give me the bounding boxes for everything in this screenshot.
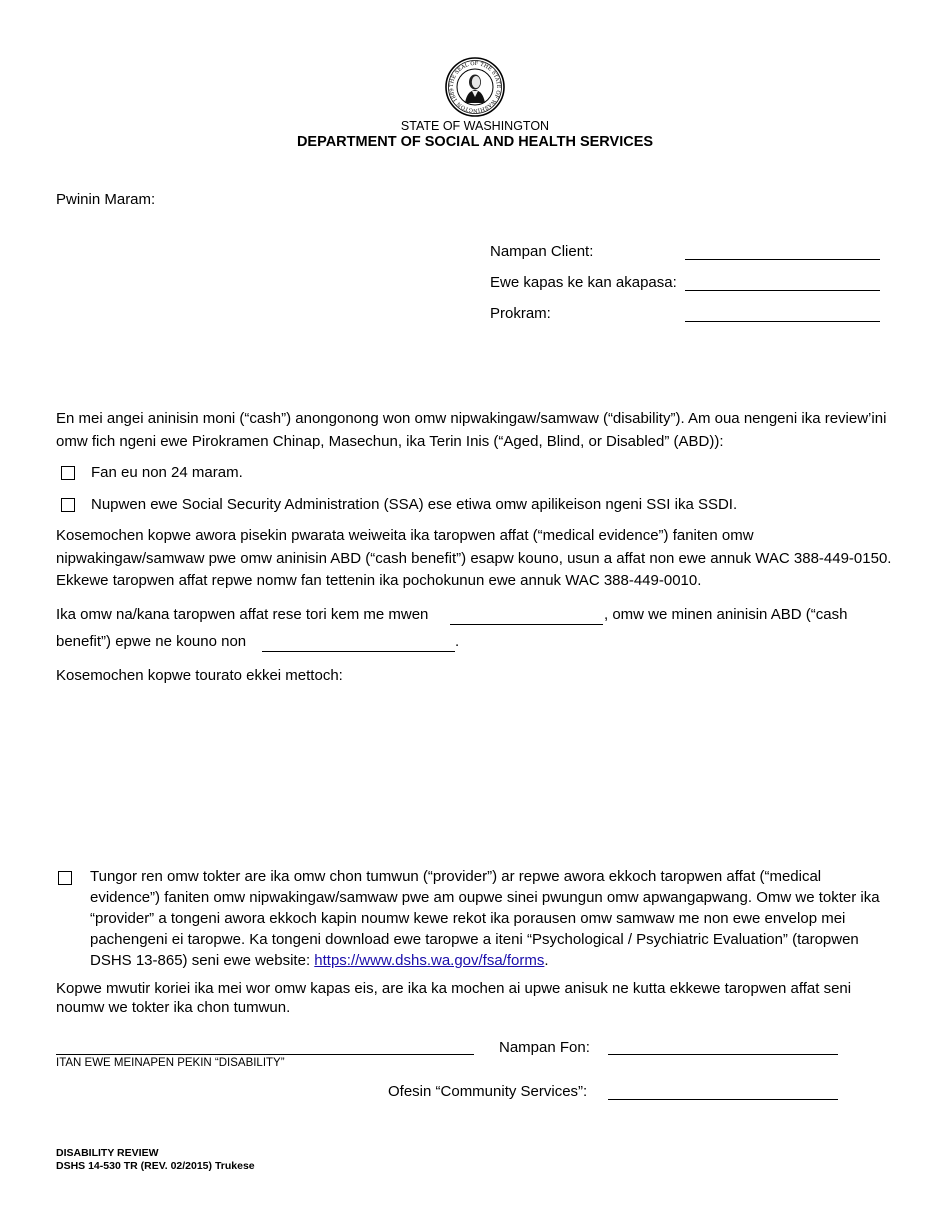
department-title: DEPARTMENT OF SOCIAL AND HEALTH SERVICES — [296, 134, 654, 150]
office-label: Ofesin “Community Services”: — [388, 1083, 588, 1100]
client-number-label: Nampan Client: — [490, 243, 594, 260]
deadline-text-3: benefit”) epwe ne kouno non — [56, 633, 247, 650]
state-seal-logo — [445, 57, 505, 117]
benefit-end-date-field[interactable] — [262, 636, 455, 652]
intro-paragraph: En mei angei aninisin moni (“cash”) anongonong won omw nipwakingaw/samwaw (“disability”). Am oua nengeni ika review’ini omw fich ngeni ewe Pirokramen Chinap, Masechun, ika Terin Inis (“Aged, Blind, or Disabled” (ABD)): — [56, 410, 887, 450]
program-label: Prokram: — [490, 305, 551, 322]
specialist-label: ITAN EWE MEINAPEN PEKIN “DISABILITY” — [56, 1057, 285, 1069]
specialist-signature-field[interactable] — [56, 1042, 474, 1055]
name-address-label: Ewe kapas ke kan akapasa: — [490, 274, 677, 291]
client-number-field[interactable] — [685, 244, 880, 260]
provider-request-paragraph: Tungor ren omw tokter are ika omw chon tumwun (“provider”) ar repwe awora ekkoch taropwen affat (“medical evidence”) faniten omw nipwakingaw/samwaw pwe am oupwe sinei pwungun omw apwangapwang. Omw we tokter ika “provider” a tongeni awora ekkoch kapin noumw kewe rekot ika porausen omw samwaw me non ewe envelop mei pachengeni ei taropwe. Ka tongeni download ewe taropwe a iteni “Psychological / Psychiatric Evaluation” (taropwen DSHS 13-865) seni ewe website: https://www.dshs.wa.gov/fsa/forms. — [90, 868, 880, 969]
deadline-date-field[interactable] — [450, 608, 603, 625]
instructions-label: Kosemochen kopwe tourato ekkei mettoch: — [56, 667, 343, 684]
contact-paragraph: Kopwe mwutir koriei ika mei wor omw kapas eis, are ika ka mochen ai upwe anisuk ne kutta ekkewe taropwen affat seni noumw we tokter ika chon tumwun. — [56, 980, 852, 1016]
checkbox-ssa-approval-label: Nupwen ewe Social Security Administration (SSA) ese etiwa omw apilikeison ngeni SSI ika SSDI. — [91, 496, 738, 513]
deadline-text-2: , omw we minen aninisin ABD (“cash — [604, 606, 848, 623]
deadline-text-4: . — [455, 633, 460, 650]
name-address-field[interactable] — [685, 276, 880, 291]
phone-label: Nampan Fon: — [499, 1039, 590, 1056]
checkbox-provider-request[interactable] — [58, 871, 72, 885]
phone-field[interactable] — [608, 1040, 838, 1055]
date-label: Pwinin Maram: — [56, 191, 156, 208]
checkbox-24-months[interactable] — [61, 466, 75, 480]
footer-form-title: DISABILITY REVIEW — [56, 1147, 159, 1159]
checkbox-24-months-label: Fan eu non 24 maram. — [91, 464, 243, 481]
state-line: STATE OF WASHINGTON — [400, 119, 550, 133]
forms-website-link[interactable]: https://www.dshs.wa.gov/fsa/forms — [314, 952, 545, 969]
deadline-text-1: Ika omw na/kana taropwen affat rese tori kem me mwen — [56, 606, 429, 623]
footer-form-number: DSHS 14-530 TR (REV. 02/2015) Trukese — [56, 1160, 255, 1172]
office-field[interactable] — [608, 1085, 838, 1100]
program-field[interactable] — [685, 307, 880, 322]
svg-text:THE SEAL OF THE STATE OF WASHI: THE SEAL OF THE STATE OF WASHINGTON 1889 — [448, 60, 502, 114]
evidence-paragraph: Kosemochen kopwe awora pisekin pwarata weiweita ika taropwen affat (“medical evidence”) faniten omw nipwakingaw/samwaw pwe omw aninisin ABD (“cash benefit”) esapw kouno, usun a affat non ewe annuk WAC 388-449-0150. Ekkewe taropwen affat repwe nomw fan tettenin ika pochokunun ewe annuk WAC 388-449-0010. — [56, 527, 892, 589]
checkbox-ssa-approval[interactable] — [61, 498, 75, 512]
